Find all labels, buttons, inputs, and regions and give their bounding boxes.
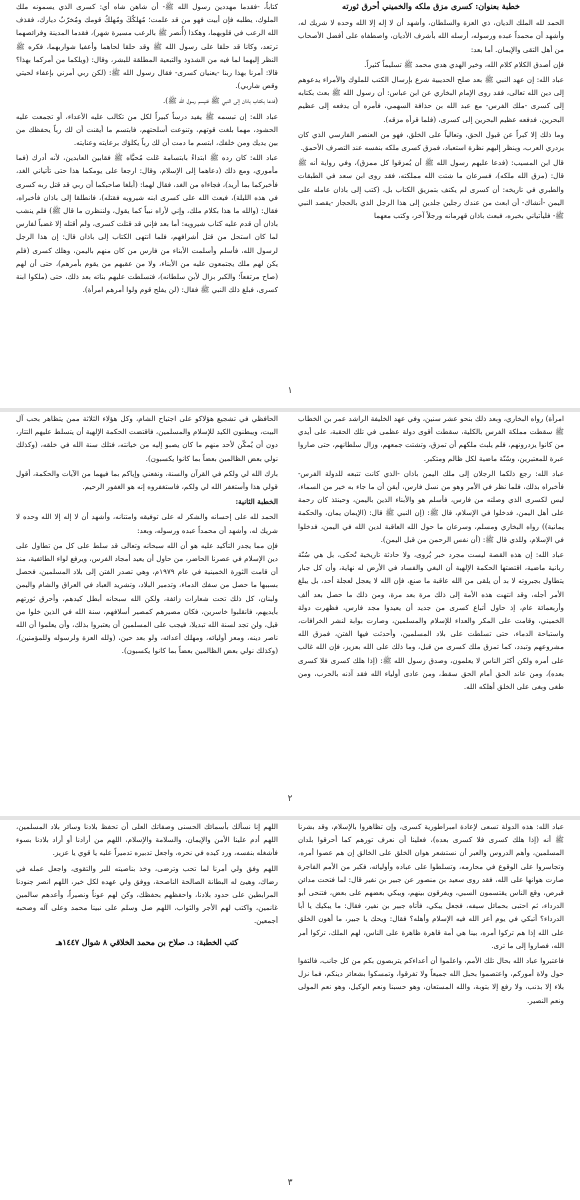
page-number: ١ — [287, 386, 293, 396]
paragraph: وما ذلك إلا كبراً عن قبول الحق، وتعالياً على الخلق، فهو من العنصر الفارسي الذي كان يزدري العرب، وينظر إليهم نظرة استعباد، فمزق كسرى ملكه بنفسه عند التصرف الأحمق. — [298, 129, 564, 153]
second-sermon-heading: الخطبة الثانية: — [235, 497, 278, 507]
paragraph: بارك الله لي ولكم في القرآن والسنة، ونفعني وإياكم بما فيهما من الآيات والحكمة، أقول قولي هذا وأستغفر الله لي ولكم، فاستغفروه إنه هو الغفور الرحيم. — [16, 468, 278, 492]
document-page-1 — [0, 0, 580, 408]
paragraph: امرأة) رواه البخاري، وبعد ذلك بنحو عشر سنين، وفي عهد الخليفة الراشد عمر بن الخطاب ﷺ سقطت مملكة الفرس بالكلية، سقطت أقوى دولة عظمى في تلك الحقبة، على أيدي من كانوا يزدرونهم، فلم يلبث ملكهم أن تمزق، وتشتت جمعهم، وزال سلطانهم، حتى صاروا عبرة للمعتبرين، وسُنّة ماضية لكل ظالم ومتكبر. — [298, 414, 564, 463]
paragraph: فإن مما يجدر التأكيد عليه هو أن الله سبحانه وتعالى قد سلط على كل من تطاول على دين الإسلام في عصرنا الحاضر، من حاول أن يعيد أمجاد الفرس، ويرفع لواء الطائفية، منذ أن قامت الثورة الخمينية في عام ١٩٧٩م، وهي تصدر الفتن إلى بلاد المسلمين، فحصل بسببها ما حصل من سفك الدماء، وتدمير البلاد، وتشريد العباد في العراق والشام واليمن ولبنان، كل ذلك تحت شعارات زائفة، ولكن الله سبحانه أبطل كيدهم، وأحرق ثورتهم بأيديهم، فانقلبوا خاسرين، فكان مصيرهم كمصير أسلافهم، سنة الله في الذين خلوا من قبل، ولن تجد لسنة الله تبديلا، فيجب على المسلمين أن يعتبروا بذلك، وأن يعلموا أن الله ناصر دينه، ومعز أوليائه، ومهلك أعدائه، ولو بعد حين، (ولله العزة ولرسوله وللمؤمنين)، (وكذلك نولي بعض الظالمين بعضاً بما كانوا يكسبون). — [16, 540, 278, 656]
left-column — [16, 412, 278, 660]
right-column — [298, 0, 564, 224]
right-column — [298, 412, 564, 695]
paragraph: عباد الله: هذه الدولة تسعى لإعادة امبراطورية كسرى، وإن تظاهروا بالإسلام، وقد بشرنا ﷺ أنه (إذا هلك كسرى فلا كسرى بعده)، فعلينا أن نعرف تورهم كما أحرقوا بلدان المسلمين، وأهم الدروس والعبر أن نستشعر هوان الخلق على الخالق إن هم عصوا أمره، وتجاسروا على الوقوع في محارمه، وتسلطوا على عباده وأوليائه، فكبر من الأمم الفاجرة صارت هوانها على الله، فقد روى سعيد بن منصور عن جبير بن نفير قال: لما فتحت مدائن قبرص، وقع الناس يقتسمون السبي، ويفرقون بينهم، ويبكي بعضهم على بعض، فتنحى أبو الدرداء، ثم احتبى بحمائل سيفه، فجعل يبكي، فأتاه جبير بن نفير، فقال: ما يبكيك يا أبا الدرداء؟ أتبكي في يوم أعز الله فيه الإسلام وأهله؟ فقال: ويحك يا جبير، ما أهون الخلق على الله إذا هم تركوا أمره، بينا هي أمة قاهرة ظاهرة على الناس، لهم الملك، تركوا أمر الله، فصاروا إلى ما ترى. — [298, 822, 564, 950]
paragraph: كتاباً، -فقدما مهددين رسول الله ﷺ- أن شاهن شاه أي: كسرى الذي يسمونه ملك الملوك، يطلبه فإن أبيت فهو من قد علمت؛ مُهلكُكَ ومُهلكُ قومك ومُخرّبٌ ديارك، فقذف الله الرعب في قلوبهما، وهكذا (أُنصر ﷺ بالرعب مسيرة شهر)، فقدما المدينة وفرائصهما ترتعد، وكانا قد حلقا على رسول الله ﷺ وقد حلقا لحاهما وأعفيا شواربهما، فكره ﷺ النظر إليهما لما فيه من الشذوذ والتبعية المطلقة للبشر، وقال: (ويلكما من أمركما بهذا؟ قالا: أمرنا بهذا ربنا -يعنيان كسرى- فقال رسول الله ﷺ: (لكن ربي أمرني بإعفاء لحيتي وقص شاربي). — [16, 2, 278, 91]
paragraph: اللهم وفق ولي أمرنا لما تحب وترضى، وخذ بناصيته للبر والتقوى، واجعل عمله في رضاك، وهيئ له البطانة الصالحة الناصحة، ووفق ولي عهده لكل خير، اللهم انصر جنودنا المرابطين على حدود بلادنا، واحفظهم بحفظك، وكن لهم عوناً ونصيراً، وأعدهم سالمين غانمين، واكتب لهم الأجر والثواب، اللهم صل وسلم على نبينا محمد وعلى آله وصحبه أجمعين. — [16, 863, 278, 926]
left-column — [16, 0, 278, 298]
paragraph: عباد الله: إن تبسمه ﷺ يفيد درساً كبيراً لكل من تكالب عليه الأعداء، أو تجمعت عليه الحشود، مهما بلغت قوتهم، وتنوعت أسلحتهم، فابتسم ما أيقنت أن لك رباً يحفظك من بين يديك ومن خلفك، ابتسم ما دمت أن لك رباً يكلؤك برعايته وعنايته. — [16, 111, 278, 148]
paragraph: عباد الله: رجع ذلكما الرجلان إلى ملك اليمن باذان -الذي كانت تتبعه للدولة الفرس- فأخبراه بذلك، فلما نظر في الأمر وهو من نسل فارس، أيقن أن ما جاء به خير من السماء، ليس لكسرى الذي وصلته من فارس، فأسلم هو والأبناء الذين باليمن، وحينئذ كان رحمة على أهل اليمن، فدخلوا في الإسلام، قال ﷺ: (إن النبي ﷺ قال: (الإيمان يمان، والحكمة يمانية)) رواه البخاري ومسلم، وسرعان ما حول الله العاقبة لدين الله في اليمن، فدخلوا في الإسلام، وللذي قال ﷺ: (أن نفس الرحمن من قبل اليمن). — [298, 468, 564, 544]
document-page-2 — [0, 412, 580, 816]
paragraph: الحمد لله على إحسانه والشكر له على توفيقه وامتنانه، وأشهد أن لا إله إلا الله وحده لا شريك له، وأشهد أن محمداً عبده ورسوله، وبعد: — [16, 512, 278, 535]
paragraph: (فدعا بكتاب باذان إلى النبي ﷺ فنيسم رسول الله ﷺ). — [162, 96, 278, 106]
paragraph: عباد الله: إن هذه القصة ليست مجرد خبر يُروى، ولا حادثة تاريخية تُحكى، بل هي سُنّة ربانية ماضية، اقتضتها الحكمة الإلهية أن البغي والفساد في الأرض له نهاية، وأن كل جبار يتطاول بجبروته لا بد أن يلقى من الله عاقبة ما صنع، فإن الله لا يعجل لعجلة أحد، بل يبلغ الأمر أجله، وقد انتهت هذه الأمة إلى ذلك مرة بعد مرة، ومن ذلك ما حصل بعد ألف وأربعمائة عام، إذ حاول أتباع كسرى من جديد أن يعيدوا مجد فارس، فظهرت دولة الخميني، وقامت على المكر والعداء للإسلام والمسلمين، وصارت بوابة لنشر الخرافات، واستباحة الدماء، حتى تسلطت على بلاد المسلمين، وأحدثت فيها الفتن، فمزق الله مشروعهم وتبدد، كما تمزق ملك كسرى من قبل، وما ذلك على الله بعزيز، فإن الله غالب على أمره ولكن أكثر الناس لا يعلمون، وصدق رسول الله ﷺ: (إذا هلك كسرى فلا كسرى بعده)، ومن عاند الحق أمام الحق سقط، ومن عادى أولياء الله فقد آذنه بالحرب، ومن طغى وبغى على الخلق أهلكه الله. — [298, 550, 564, 692]
paragraph: قال ابن المسيب: (فدعا عليهم رسول الله ﷺ أن يُمزقوا كل ممزق)، وفي رواية أنه ﷺ قال: (مزق الله ملكه)، فسرعان ما شتت الله مملكته، فقد روى ابن سعد في الطبقات والطبري في تاريخه: أن كسرى لم يكتف بتمزيق الكتاب بل، (كتب إلى باذان عامله على اليمن -أنشاك- أن ابعث من عندك رجلين جلدين إلى هذا الرجل الذي بالحجاز -يقصد النبي ﷺ- فليأتياني بخبره، فبعث باذان قهرمانه ورجلاً آخر، وكتب معهما — [298, 158, 564, 221]
page-number: ٣ — [287, 1178, 293, 1188]
right-column — [298, 820, 564, 1009]
left-column — [16, 820, 278, 951]
paragraph: فإن أصدق الكلام كلام الله، وخير الهدي هدي محمد ﷺ تسليماً كثيراً. — [364, 59, 564, 69]
page-number: ٢ — [287, 794, 293, 804]
sermon-title: خطبة بعنوان: كسرى مزق ملكه والخميني أحرق ثورته — [342, 1, 520, 11]
document-page-3 — [0, 820, 580, 1200]
paragraph: اللهم إنا نسألك بأسمائك الحسنى وصفاتك العلى أن تحفظ بلادنا وسائر بلاد المسلمين، اللهم أدم علينا الأمن والإيمان، والسلامة والإسلام، اللهم من أرادنا أو أراد بلادنا بسوء فأشغله بنفسه، ورد كيده في نحره، واجعل تدبيره تدميراً عليه يا قوي يا عزيز. — [16, 822, 278, 858]
paragraph: فاعتبروا عباد الله بحال تلك الأمم، واعلموا أن أعداءكم يتربصون بكم من كل جانب، فالتفوا حول ولاة أموركم، واعتصموا بحبل الله جميعاً ولا تفرقوا، وتمسكوا بشعائر دينكم، فما نزل بلاء إلا بذنب، ولا رفع إلا بتوبة، والله المستعان، وهو حسبنا ونعم الوكيل، وهو نعم المولى ونعم النصير. — [298, 956, 564, 1005]
author-signature-line: كتب الخطبة: د. صلاح بن محمد الخلاقي ٨ شوال ١٤٤٧هـ — [55, 937, 239, 947]
paragraph: عباد الله: إن عهد النبي ﷺ بعد صلح الحديبية شرع بإرسال الكتب للملوك والأمراء يدعوهم إلى دين الله تعالى، فقد روى الإمام البخاري عن ابن عباس: أن رسول الله ﷺ بعث بكتابه إلى كسرى -ملك الفرس- مع عبد الله بن حذافة السهمي، فأمره أن يدفعه إلى عظيم البحرين، فدفعه عظيم البحرين إلى كسرى، (فلما قرأه مزقه). — [298, 75, 564, 124]
paragraph: الحمد لله الملك الديان، ذي العزة والسلطان، وأشهد أن لا إله إلا الله وحده لا شريك له، وأشهد أن محمداً عبده ورسوله، أرسله الله بأشرف الأديان، واصطفاه على أفضل الأصحاب من أهل التقى والإيمان. أما بعد: — [298, 18, 564, 54]
paragraph: عباد الله: كان رده ﷺ ابتداءً بابتسامة عَلت مُحيَّاه ﷺ فقابين العابدين، لأنه أدرك (فما مأموري، ومع ذلك (دعاهما إلى الإسلام، وقال: ارجعا على يومكما هذا حتى تأتياني الغد، فأخبركما بما أريد)، فجاءاه من الغد، فقال لهما: (أبلغا صاحبكما أن ربي قد قتل ربه كسرى في هذه الليلة)، فيعث الله على كسرى ابنه شيرويه فقتله)، فانطلقا إلى باذان فأخبراه، فقال: (والله ما هذا بكلام ملك، وإني لأراه نبياً كما يقول، ولننظرن ما قال ﷺ) فلم ينشب باذان أن قدم عليه كتاب شيرويه: أما بعد فإني قد قتلت كسرى، ولم أقتله إلا غضباً لفارس لما كان استحل من قتل أشرافهم، فلما انتهى الكتاب إلى باذان قال: إن هذا الرجل لرسول الله، فأسلم وأسلمت الأبناء من فارس من كان منهم باليمن، وهلك كسرى (فلم يكن لهم ملك يجتمعون عليه من الأبناء، ولا من عقبهم من يقوم بأمرهم)، حتى أن لهم (صاح مرتفعاً؛ والكبر بزال لأبن سلطانه)، فتسلطت عليهم بناته بعد ذلك، حتى (ملكوا ابنة كسرى، فبلغ ذلك النبي ﷺ فقال: (لن يفلح قوم ولوا أمرهم امرأة). — [16, 153, 278, 295]
paragraph: الحافظي في تشجيع هؤلاكو على اجتياح الشام، وكل هؤلاء الثلاثة ممن يتظاهر بحب آل البيت، ويبطنون الكيد للإسلام والمسلمين، فاقتضت الحكمة الإلهية أن يتسلط عليهم التتار، دون أن يُمكّن لأحد منهم ما كان يصبو إليه من خيانته، فتلك سنة الله في خلقه، (وكذلك نولي بعض الظالمين بعضاً بما كانوا يكسبون). — [16, 414, 278, 463]
